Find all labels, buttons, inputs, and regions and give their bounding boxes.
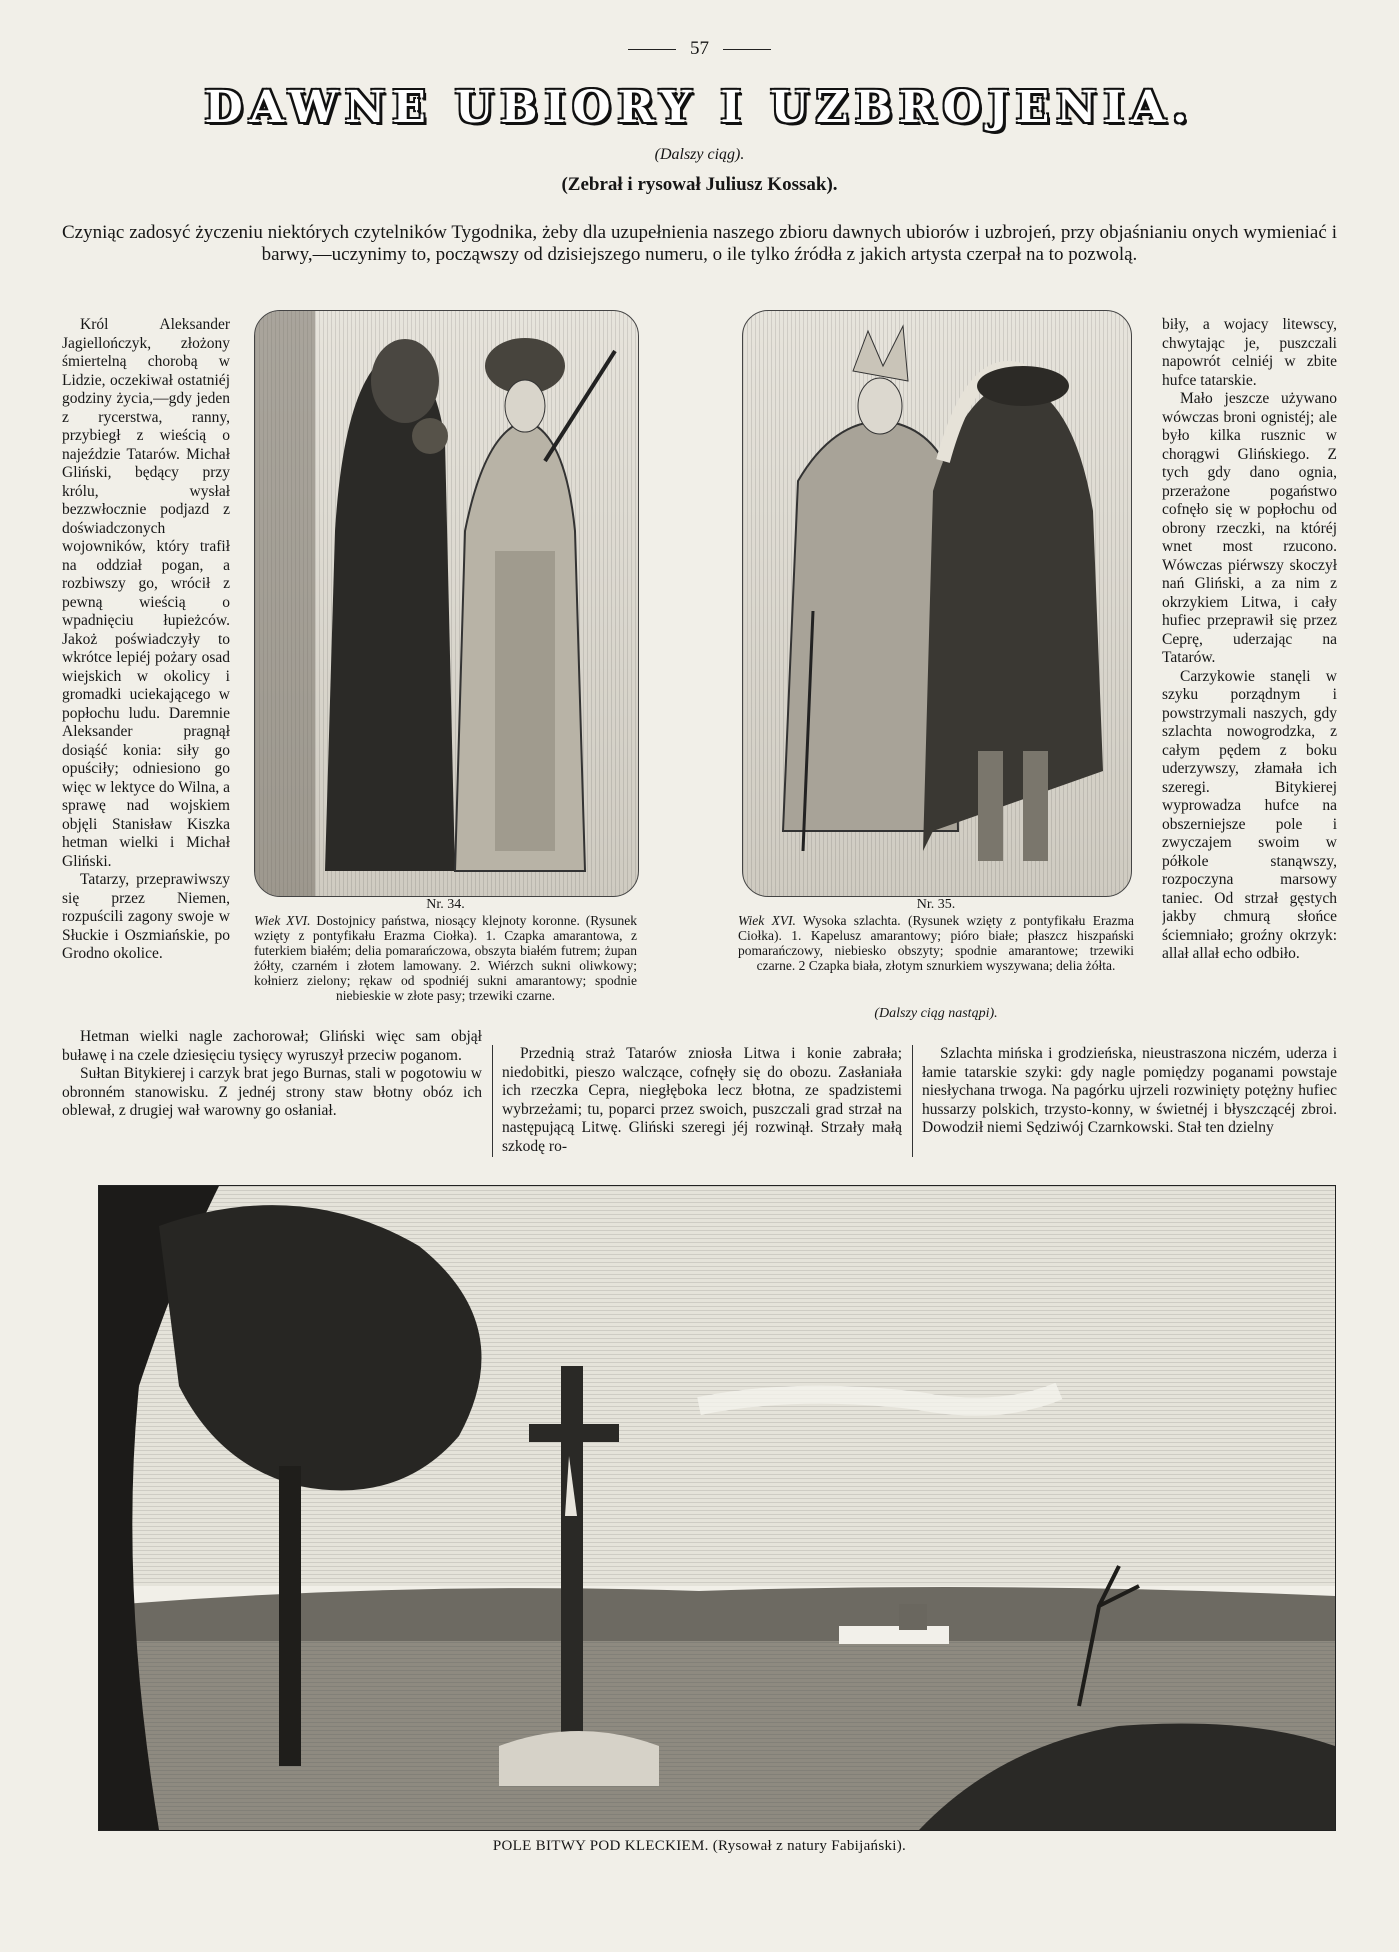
- paragraph: Szlachta mińska i grodzieńska, nieustraszona niczém, uderza i łamie tatarskie szyki: gdy nagle pomiędzy poganami powstaje niesłychana trwoga. Na pagórku ujrzeli rozwinięty potężny hufiec hussarzy polskich, trzysto-konny, w świetnéj i błyszczącéj zbroi. Dowodził niemi Sędziwój Czarnkowski. Stał ten dzielny: [922, 1045, 1337, 1136]
- page-number: 57: [0, 38, 1399, 60]
- paragraph: Przednią straż Tatarów zniosła Litwa i konie zabrała; niedobitki, pieszo walczące, cofnęły się do obozu. Zasłaniała ich rzeczka Cepra, niegłęboka lecz błotna, ze spadzistemi wybrzeżami; tu, poparci przez swoich, puszczali grad strzał na następującą Litwę. Gliński szeregi jéj rozwinął. Strzały małą szkodę ro-: [502, 1045, 902, 1155]
- figure-caption-text: Wysoka szlachta. (Rysunek wzięty z pontyfikału Erazma Ciołka). 1. Kapelusz amarantowy; pióro białe; płaszcz hiszpański pomarańczowy, niebiesko obszyty; spodnie amarantowe; trzewiki czarne. 2 Czapka biała, złotym sznurkiem wyszywana; delia żółta.: [738, 913, 1134, 973]
- battlefield-landscape-illustration: [98, 1185, 1336, 1831]
- lower-column-3: [922, 1045, 1337, 1157]
- paragraph: Tatarzy, przeprawiwszy się przez Niemen, rozpuścili zagony swoje w Słuckie i Oszmiańskie, po Grodno okolice.: [62, 871, 230, 962]
- landscape-engraving: [99, 1186, 1335, 1830]
- paragraph: Król Aleksander Jagiellończyk, złożony śmiertelną chorobą w Lidzie, oczekiwał ostatniéj godziny życia,—gdy jeden z rycerstwa, ranny, przybiegł z wieścią o najeździe Tatarów. Michał Gliński, będący przy królu, wysłał bezzwłocznie podjazd z doświadczonych wojowników, który trafił na oddział pogan, a rozbiwszy go, wrócił z pewną wieścią o wpadnięciu łupieżców. Jakoż poświadczyły to wkrótce lepiéj pożary osad wiejskich w okolicy i gromadki uciekającego w popłochu ludu. Daremnie Aleksander pragnął dosiąść konia: siły go opuściły; odniesiono go więc w lektyce do Wilna, a sprawę nad wojskiem objęli Stanisław Kiszka hetman wielki i Michał Gliński.: [62, 316, 230, 870]
- noblemen-figures-illustration: [743, 311, 1131, 896]
- figure-century: Wiek XVI.: [738, 913, 796, 928]
- intro-paragraph: Czyniąc zadosyć życzeniu niektórych czytelników Tygodnika, żeby dla uzupełnienia naszego zbioru dawnych ubiorów i uzbrojeń, przy objaśnianiu onych wymieniać i barwy,—uczynimy to, począwszy od dzisiejszego numeru, o ile tylko źródła z jakich artysta czerpał na to pozwolą.: [62, 222, 1337, 265]
- lower-column-2: [502, 1045, 902, 1157]
- paragraph: Hetman wielki nagle zachorował; Gliński więc sam objął buławę i na czele dziesięciu tysięcy wyruszył przeciw poganom.: [62, 1028, 482, 1064]
- landscape-caption: POLE BITWY POD KLECKIEM. (Rysował z natury Fabijański).: [492, 1838, 907, 1854]
- figure-35-caption: [738, 897, 1134, 973]
- costume-figures-illustration: [255, 311, 638, 896]
- article-byline: (Zebrał i rysował Juliusz Kossak).: [561, 174, 838, 195]
- figure-caption-text: Dostojnicy państwa, niosący klejnoty koronne. (Rysunek wzięty z pontyfikału Erazma Ciołka). 1. Czapka amarantowa, z futerkiem białém; delia pomarańczowa, obszyta białém futrem; żupan żółty, czarném i złotem lamowany. 2. Wiérzch sukni oliwkowy; kołnierz zielony; rękaw od spodniéj sukni amarantowy; spodnie niebieskie w złote pasy; trzewiki czarne.: [254, 913, 637, 1003]
- column-divider: [912, 1045, 913, 1157]
- figure-34-caption: [254, 897, 637, 1003]
- right-column: [1162, 316, 1337, 1042]
- left-column: [62, 316, 230, 1026]
- paragraph: Carzykowie stanęli w szyku porządnym i powstrzymali naszych, gdy szlachta nowogrodzka, z całym pędem z boku uderzywszy, złamała ich szeregi. Bitykierej wyprowadza hufce na obszerniejsze pole i zwyczajem swoim w półkole stanąwszy, rozpoczyna marsowy taniec. Od strzał gęstych jakby chmurą słońce ściemniało; groźny okrzyk: allał allał echo odbiło.: [1162, 667, 1337, 962]
- paragraph: Mało jeszcze używano wówczas broni ognistéj; ale było kilka rusznic w chorągwi Glińskiego. Z tych gdy dano ognia, przerażone pogaństwo cofnęło się w popłochu od obrony rzeczki, na któréj wnet most rzucono. Wówczas piérwszy skoczył nań Gliński, a za nim z okrzykiem Litwa, i cały hufiec przeprawił się przez Ceprę, uderzając na Tatarów.: [1162, 390, 1337, 666]
- figure-35-illustration: [742, 310, 1132, 897]
- paragraph: biły, a wojacy litewscy, chwytając je, puszczali napowrót celniéj w zbite hufce tatarskie.: [1162, 316, 1337, 389]
- continued-note: (Dalszy ciąg nastąpi).: [874, 1006, 998, 1021]
- paragraph: Sułtan Bitykierej i carzyk brat jego Burnas, stali w pogotowiu w obronném stanowisku. Z jednéj strony staw błotny obóz ich oblewał, z drugiej wał warowny go osłaniał.: [62, 1065, 482, 1119]
- article-subtitle: (Dalszy ciąg).: [654, 146, 745, 163]
- figure-number: Nr. 35.: [916, 897, 956, 912]
- article-title: DAWNE UBIORY I UZBROJENIA.: [204, 82, 1195, 133]
- lower-column-1: [62, 1028, 482, 1160]
- figure-century: Wiek XVI.: [254, 913, 311, 928]
- figure-number: Nr. 34.: [426, 897, 465, 912]
- figure-34-illustration: [254, 310, 639, 897]
- column-divider: [492, 1045, 493, 1157]
